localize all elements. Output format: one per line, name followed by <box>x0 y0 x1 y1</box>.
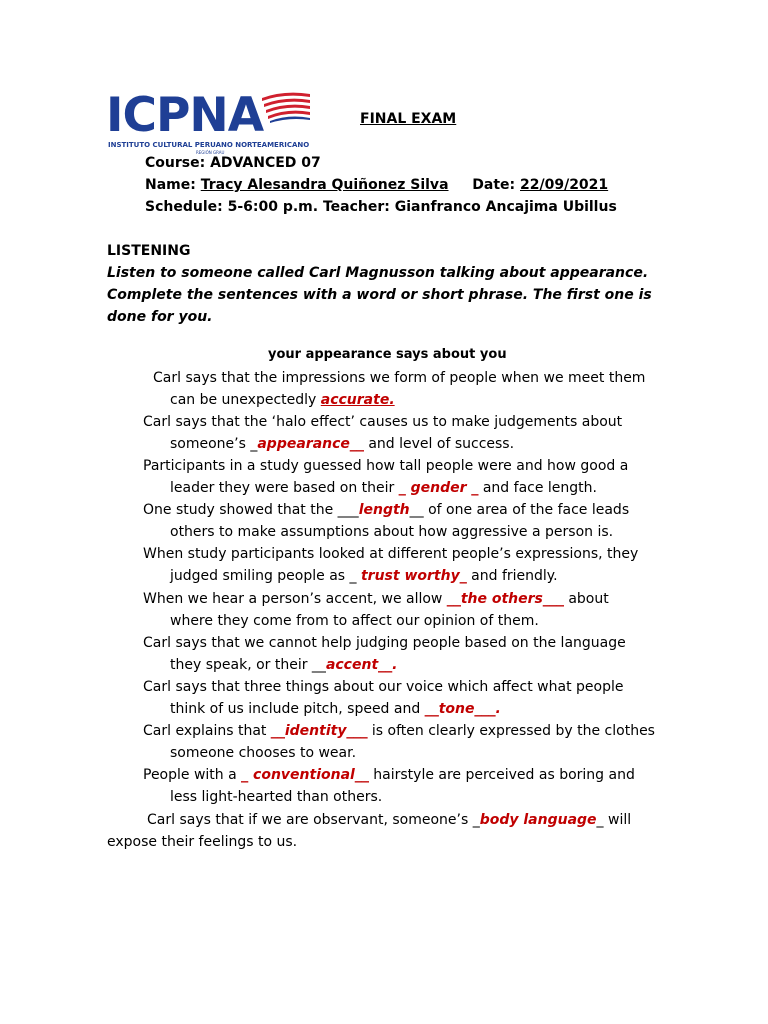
flag-icon <box>256 88 312 124</box>
item-2-line-1: Carl says that the ‘halo effect’ causes us to make judgements about <box>143 414 623 430</box>
item-1-line-1: Carl says that the impressions we form of people when we meet them <box>153 370 646 386</box>
item-10-line-2: less light-hearted than others. <box>170 789 383 805</box>
item-9-answer: __identity___ <box>270 723 368 739</box>
item-9-text: Carl explains that <box>143 723 271 739</box>
item-2-text: someone’s _ <box>170 436 258 452</box>
section-instructions: Listen to someone called Carl Magnusson talking about appearance. Complete the sentences with a word or short phrase. The first one is done for you. <box>107 265 652 325</box>
logo-region: REGIÓN GRAU <box>196 150 225 155</box>
item-11-text-after: _ will <box>596 812 632 828</box>
item-5-line-1: When study participants looked at different people’s expressions, they <box>143 546 639 562</box>
item-6-text: When we hear a person’s accent, we allow <box>143 591 447 607</box>
item-9-line-1 <box>143 720 655 742</box>
item-7-text: they speak, or their __ <box>170 657 326 673</box>
item-5-line-2 <box>170 565 558 587</box>
item-8-text: think of us include pitch, speed and <box>170 701 425 717</box>
item-6-line-2: where they come from to affect our opinion of them. <box>170 613 539 629</box>
item-6-text-after: about <box>563 591 609 607</box>
item-6-line-1 <box>143 588 609 610</box>
item-3-answer: _ gender _ <box>398 480 479 496</box>
item-4-text: One study showed that the ___ <box>143 502 359 518</box>
item-3-line-2 <box>170 477 597 499</box>
item-8-line-2 <box>170 698 501 720</box>
item-11-line-1 <box>147 809 631 831</box>
name-line <box>145 174 608 196</box>
item-10-answer: _ conventional__ <box>241 767 369 783</box>
exam-title: FINAL EXAM <box>360 111 457 127</box>
item-1-answer: accurate. <box>320 392 395 408</box>
item-10-text: People with a <box>143 767 242 783</box>
date-label: Date: <box>472 177 516 193</box>
course-label: Course: <box>145 155 206 171</box>
item-10-text-after: hairstyle are perceived as boring and <box>368 767 635 783</box>
item-11-text: Carl says that if we are observant, someone’s _ <box>147 812 480 828</box>
item-7-line-2 <box>170 654 397 676</box>
item-1-text: can be unexpectedly <box>170 392 321 408</box>
student-name: Tracy Alesandra Quiñonez Silva <box>200 177 449 193</box>
item-3-line-1: Participants in a study guessed how tall people were and how good a <box>143 458 629 474</box>
course-line <box>145 152 321 174</box>
logo-subtitle: INSTITUTO CULTURAL PERUANO NORTEAMERICANO <box>108 141 310 149</box>
item-8-line-1: Carl says that three things about our voice which affect what people <box>143 679 624 695</box>
item-11-answer: body language <box>479 812 597 828</box>
icpna-logo <box>106 88 310 158</box>
item-1-line-2 <box>170 389 395 411</box>
section-title: LISTENING <box>107 243 191 259</box>
item-4-text-after: __ of one area of the face leads <box>409 502 630 518</box>
item-11-line-2: expose their feelings to us. <box>107 834 298 850</box>
course-value: ADVANCED 07 <box>210 155 321 171</box>
schedule-line: Schedule: 5-6:00 p.m. Teacher: Gianfranco Ancajima Ubillus <box>145 199 617 215</box>
item-7-line-1: Carl says that we cannot help judging people based on the language <box>143 635 626 651</box>
item-2-line-2 <box>170 433 514 455</box>
item-9-text-after: is often clearly expressed by the clothes <box>367 723 655 739</box>
item-4-answer: length <box>358 502 410 518</box>
item-7-answer: accent__. <box>325 657 398 673</box>
item-4-line-1 <box>143 499 629 521</box>
item-10-line-1 <box>143 764 635 786</box>
logo-wordmark: ICPNA <box>106 88 264 143</box>
exam-date: 22/09/2021 <box>520 177 609 193</box>
item-3-text-after: and face length. <box>478 480 597 496</box>
item-2-text-after: and level of success. <box>363 436 515 452</box>
item-8-answer: __tone___. <box>424 701 501 717</box>
item-2-answer: appearance__ <box>257 436 364 452</box>
reading-subtitle: your appearance says about you <box>268 347 507 362</box>
item-3-text: leader they were based on their <box>170 480 399 496</box>
item-4-line-2: others to make assumptions about how aggressive a person is. <box>170 524 614 540</box>
item-5-text-after: and friendly. <box>466 568 558 584</box>
item-6-answer: __the others___ <box>446 591 564 607</box>
item-9-line-2: someone chooses to wear. <box>170 745 357 761</box>
item-5-answer: trust worthy_ <box>360 568 467 584</box>
name-label: Name: <box>145 177 196 193</box>
item-5-text: judged smiling people as _ <box>170 568 361 584</box>
